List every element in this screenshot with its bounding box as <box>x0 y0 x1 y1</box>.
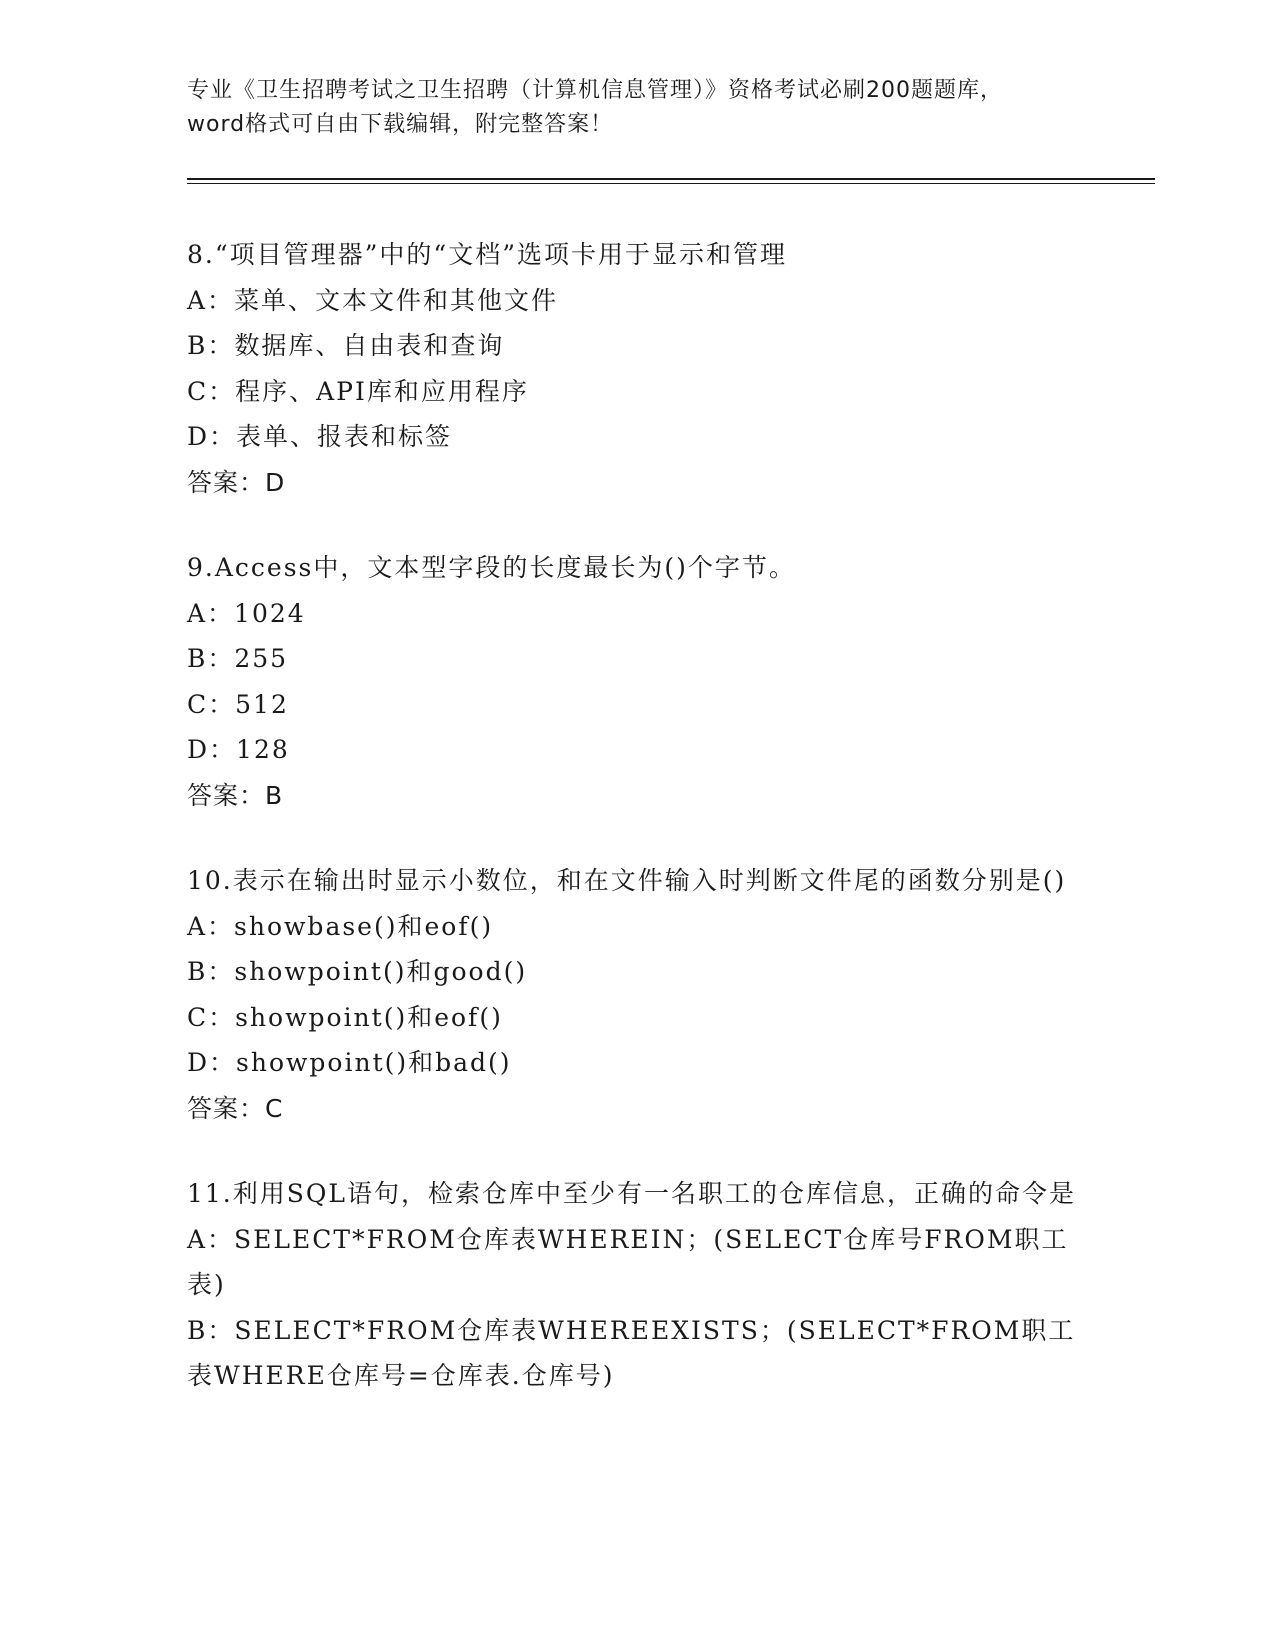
option-d: D：showpoint()和bad() <box>187 1048 512 1077</box>
option-b: B：255 <box>187 644 289 673</box>
question-stem: 8.“项目管理器”中的“文档”选项卡用于显示和管理 <box>187 240 787 269</box>
option-b: B：数据库、自由表和查询 <box>187 331 505 360</box>
option-a: A：showbase()和eof() <box>187 911 494 941</box>
header-divider-thin <box>187 183 1155 184</box>
option-c: C：showpoint()和eof() <box>187 1002 503 1032</box>
question-9 <box>187 545 1087 818</box>
question-stem: 11.利用SQL语句，检索仓库中至少有一名职工的仓库信息，正确的命令是 <box>187 1179 1076 1208</box>
document-header <box>187 74 1087 142</box>
question-8 <box>187 232 1087 505</box>
option-b: B：showpoint()和good() <box>187 957 528 986</box>
question-10 <box>187 858 1087 1131</box>
option-c: C：512 <box>187 689 289 719</box>
header-divider-thick <box>187 178 1155 180</box>
answer-line: 答案：B <box>187 780 284 810</box>
question-stem: 10.表示在输出时显示小数位，和在文件输入时判断文件尾的函数分别是() <box>187 866 1067 895</box>
option-c: C：程序、API库和应用程序 <box>187 376 529 406</box>
question-11 <box>187 1171 1087 1399</box>
header-line-1: 专业《卫生招聘考试之卫生招聘（计算机信息管理）》资格考试必刷200题题库， <box>187 78 1003 103</box>
option-a: A：SELECT*FROM仓库表WHEREIN；(SELECT仓库号FROM职工表) <box>187 1224 1069 1299</box>
option-d: D：表单、报表和标签 <box>187 422 453 451</box>
option-b: B：SELECT*FROM仓库表WHEREEXISTS；(SELECT*FROM职工表WHERE仓库号=仓库表.仓库号) <box>187 1315 1076 1390</box>
option-a: A：1024 <box>187 598 306 628</box>
option-a: A：菜单、文本文件和其他文件 <box>187 285 559 315</box>
answer-line: 答案：D <box>187 467 286 497</box>
question-stem: 9.Access中，文本型字段的长度最长为()个字节。 <box>187 553 796 582</box>
option-d: D：128 <box>187 735 290 764</box>
header-line-2: word格式可自由下载编辑，附完整答案！ <box>187 112 614 137</box>
answer-line: 答案：C <box>187 1093 284 1123</box>
question-list <box>187 232 1087 1439</box>
